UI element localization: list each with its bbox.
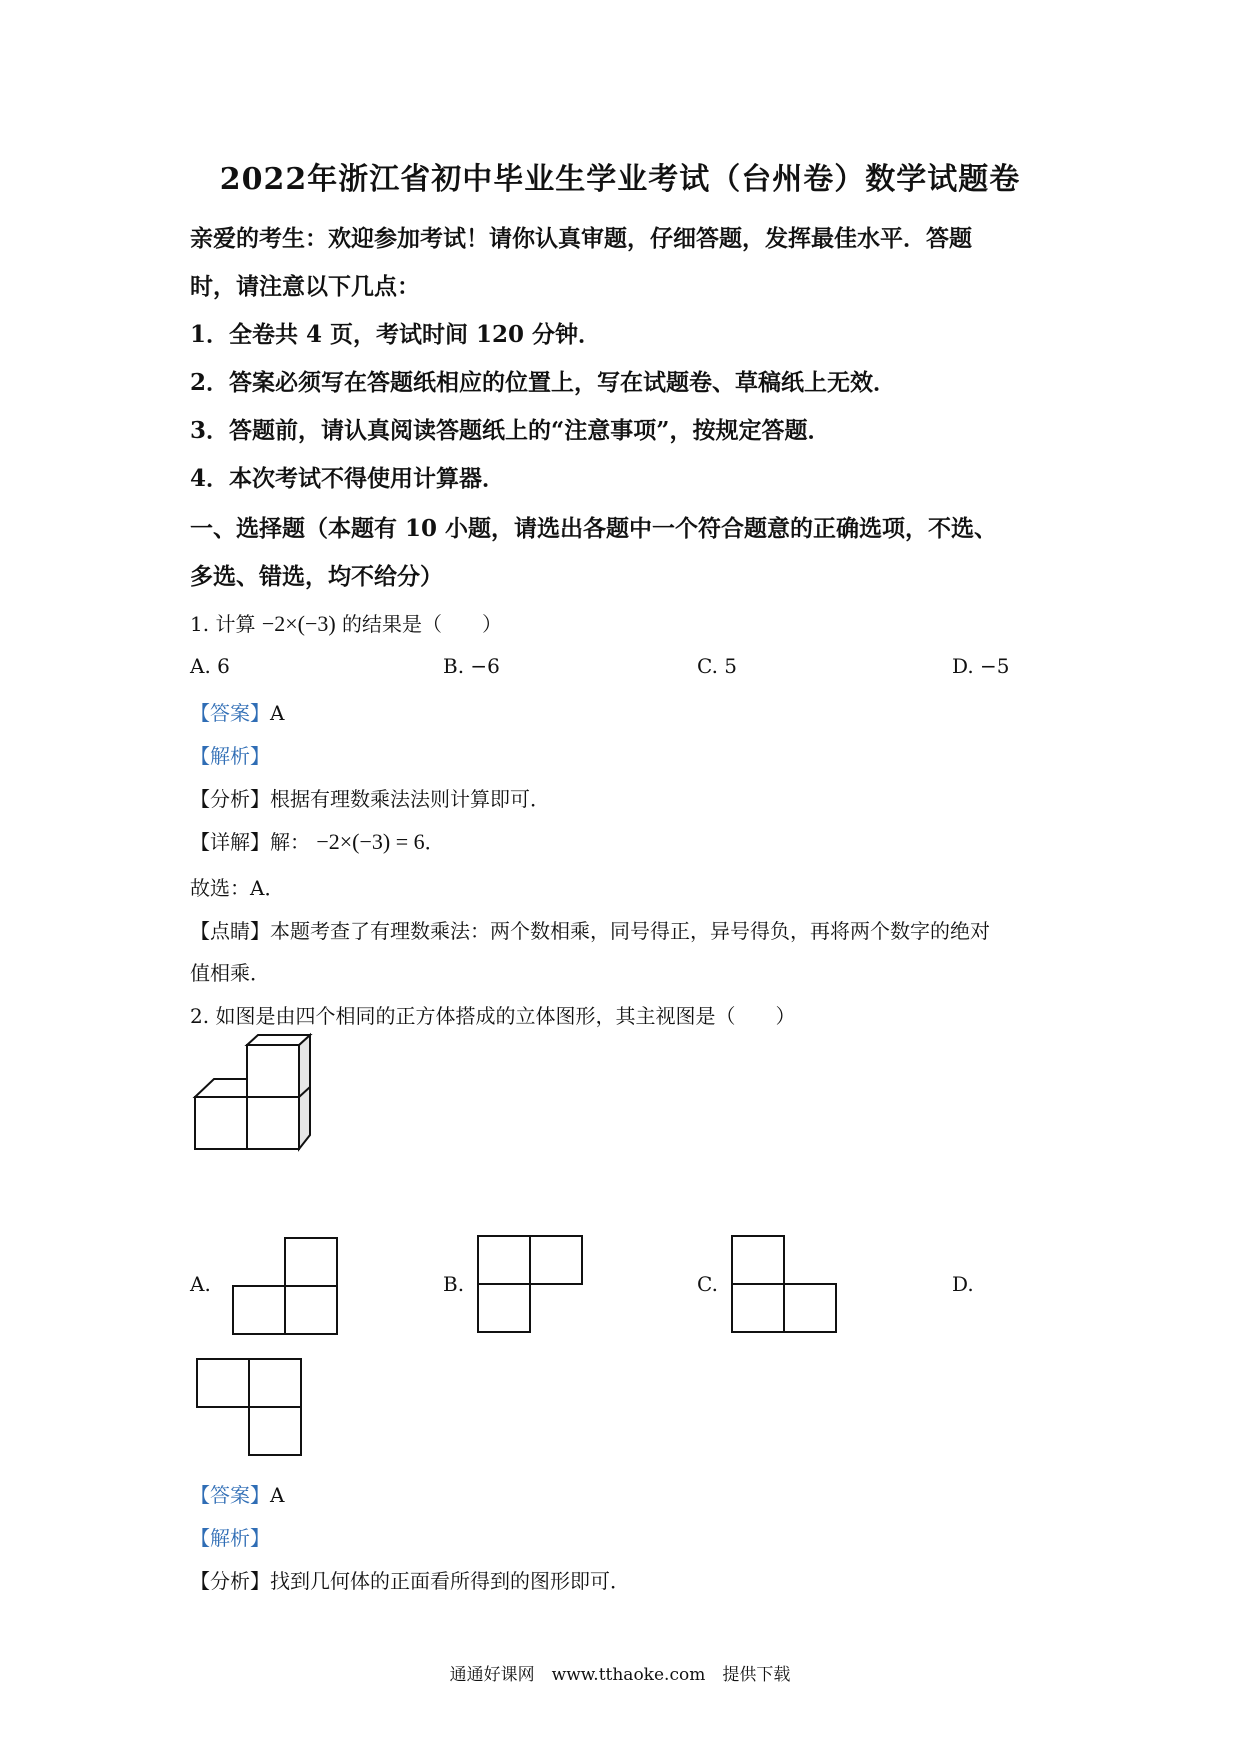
q1-option-d: D. −5 — [952, 654, 1010, 678]
q1-expression: −2×(−3) — [261, 611, 336, 636]
q1-option-c: C. 5 — [697, 654, 738, 678]
note-2: 2．答案必须写在答题纸相应的位置上，写在试题卷、草稿纸上无效． — [190, 369, 897, 396]
q2-option-c-label: C. — [697, 1272, 718, 1296]
q1-dianjing-line-1: 本题考查了有理数乘法：两个数相乘，同号得正，异号得负，再将两个数字的绝对 — [270, 919, 990, 943]
q2-fenxi — [190, 1565, 630, 1594]
section-heading-line-2: 多选、错选，均不给分） — [190, 563, 443, 590]
q1-xiangjie-suffix: ． — [424, 830, 445, 854]
q1-fenxi — [190, 783, 550, 812]
note-4: 4．本次考试不得使用计算器． — [190, 465, 506, 492]
q2-answer-tag: 【答案】 — [190, 1483, 270, 1507]
q1-xiangjie-prefix: 解： — [270, 830, 310, 854]
q1-answer — [190, 697, 284, 726]
q1-fenxi-tag: 【分析】 — [190, 787, 270, 811]
q1-xiangjie-tag: 【详解】 — [190, 830, 270, 854]
note-3: 3．答题前，请认真阅读答题纸上的“注意事项”，按规定答题． — [190, 417, 831, 444]
q1-guxuan: 故选：A． — [190, 876, 285, 900]
q1-option-a: A. 6 — [190, 654, 230, 678]
page-footer: 通通好课网 www.tthaoke.com 提供下载 — [449, 1665, 791, 1685]
q2-answer — [190, 1479, 284, 1508]
q1-stem-suffix: 的结果是（ ） — [342, 612, 503, 636]
q1-analysis-tag: 【解析】 — [190, 744, 270, 768]
q2-cube-figure — [192, 1035, 342, 1175]
q1-fenxi-text: 根据有理数乘法法则计算即可． — [270, 787, 550, 811]
q1-dianjing-tag: 【点睛】 — [190, 919, 270, 943]
q2-fenxi-tag: 【分析】 — [190, 1569, 270, 1593]
q1-answer-tag: 【答案】 — [190, 701, 270, 725]
q1-dianjing — [190, 915, 990, 944]
q1-answer-value: A — [270, 701, 285, 725]
page-title: 2022年浙江省初中毕业生学业考试（台州卷）数学试题卷 — [219, 162, 1021, 197]
q2-option-a-figure — [232, 1236, 342, 1336]
q1-xiangjie — [190, 826, 445, 855]
q2-analysis-tag: 【解析】 — [190, 1526, 270, 1550]
intro-line-1: 亲爱的考生：欢迎参加考试！请你认真审题，仔细答题，发挥最佳水平．答题 — [190, 225, 972, 252]
q2-option-d-figure — [196, 1357, 306, 1457]
q2-option-a-label: A. — [190, 1272, 211, 1296]
q2-option-b-figure — [477, 1234, 587, 1334]
q1-option-b: B. −6 — [443, 654, 500, 678]
q1-stem-prefix: 1. 计算 — [190, 612, 256, 636]
intro-line-2: 时，请注意以下几点： — [190, 273, 420, 300]
section-heading-line-1: 一、选择题（本题有 10 小题，请选出各题中一个符合题意的正确选项，不选、 — [190, 515, 998, 542]
q2-fenxi-text: 找到几何体的正面看所得到的图形即可． — [270, 1569, 630, 1593]
q1-stem — [190, 608, 502, 637]
q2-answer-value: A — [270, 1483, 285, 1507]
q1-dianjing-line-2: 值相乘． — [190, 961, 270, 985]
note-1: 1．全卷共 4 页，考试时间 120 分钟． — [190, 321, 602, 348]
q2-stem: 2. 如图是由四个相同的正方体搭成的立体图形，其主视图是（ ） — [190, 1004, 796, 1028]
q2-option-b-label: B. — [443, 1272, 465, 1296]
q2-option-d-label: D. — [952, 1272, 974, 1296]
q1-xiangjie-expression: −2×(−3) = 6 — [316, 829, 425, 854]
q2-option-c-figure — [731, 1234, 841, 1334]
